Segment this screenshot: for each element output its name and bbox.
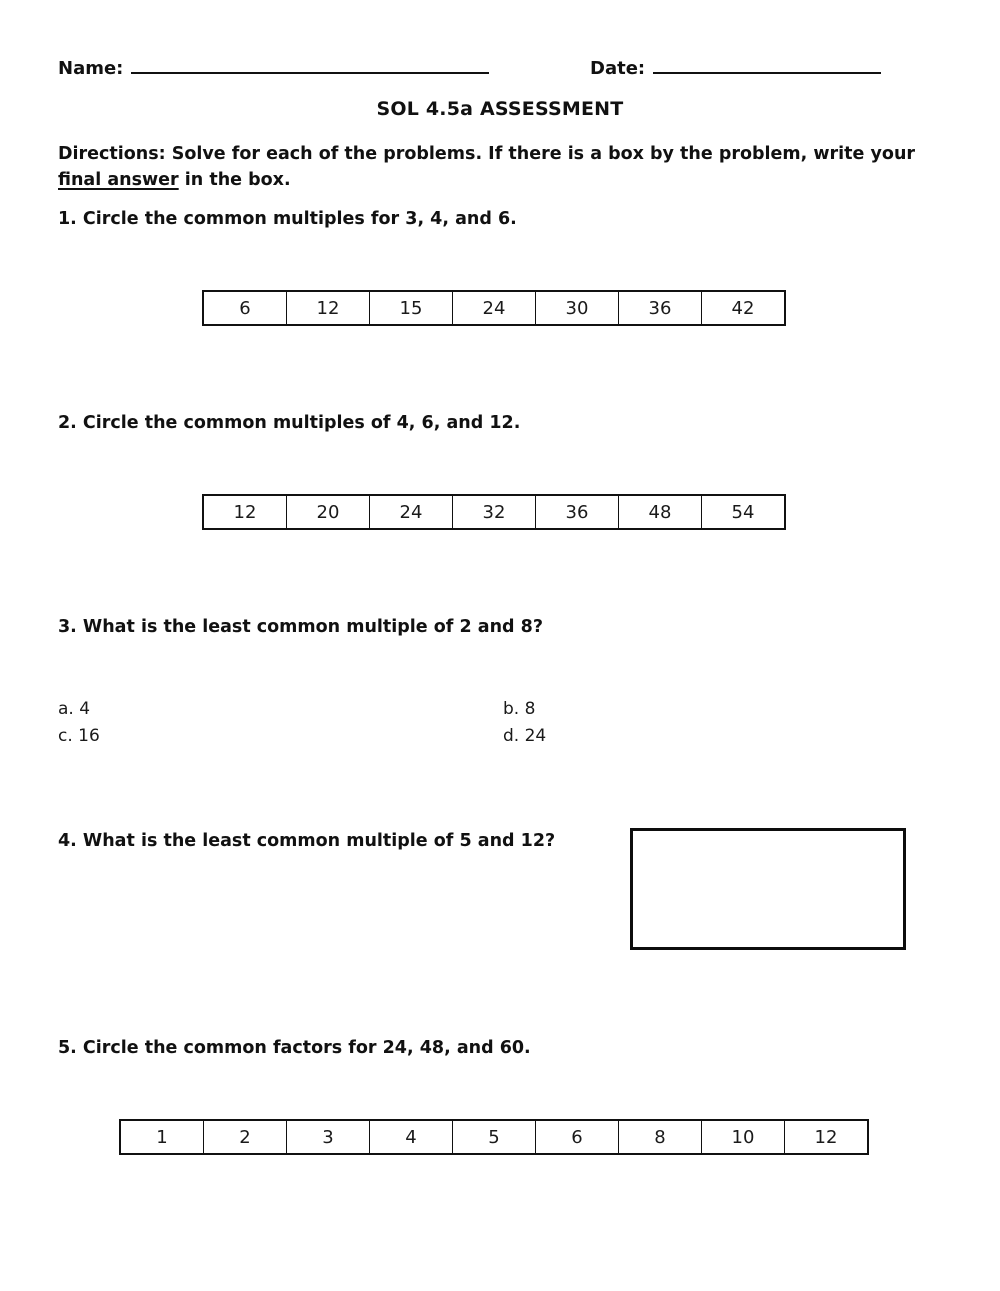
multiple-cell[interactable]: 24 [370, 496, 453, 528]
factor-cell[interactable]: 5 [453, 1121, 536, 1153]
factor-cell[interactable]: 1 [121, 1121, 204, 1153]
directions-line1: Directions: Solve for each of the problems. If there is a box by the problem, write your [58, 144, 916, 164]
multiple-cell[interactable]: 36 [536, 496, 619, 528]
multiple-cell[interactable]: 15 [370, 292, 453, 324]
name-field [58, 57, 489, 79]
directions-text [58, 141, 958, 193]
question-3-options [58, 697, 546, 748]
multiple-cell[interactable]: 12 [204, 496, 287, 528]
question-5-factors-table [119, 1119, 869, 1155]
factor-cell[interactable]: 6 [536, 1121, 619, 1153]
option-c[interactable]: c. 16 [58, 726, 100, 746]
factor-cell[interactable]: 10 [702, 1121, 785, 1153]
option-b[interactable]: b. 8 [503, 699, 536, 719]
multiple-cell[interactable]: 30 [536, 292, 619, 324]
question-1-text: 1. Circle the common multiples for 3, 4, and 6. [58, 209, 517, 229]
directions-line2: final answer in the box. [58, 170, 291, 190]
factor-cell[interactable]: 4 [370, 1121, 453, 1153]
question-4-answer-box[interactable] [630, 828, 906, 950]
question-2-multiples-table [202, 494, 786, 530]
multiple-cell[interactable]: 54 [731, 501, 755, 523]
directions-underlined-phrase: final answer [58, 170, 179, 190]
factor-cell[interactable]: 12 [814, 1126, 838, 1148]
multiple-cell[interactable]: 6 [204, 292, 287, 324]
page-title: SOL 4.5a ASSESSMENT [376, 98, 624, 120]
multiple-cell[interactable]: 48 [619, 496, 702, 528]
name-blank-line[interactable] [131, 57, 489, 74]
date-blank-line[interactable] [653, 57, 881, 74]
multiple-cell[interactable]: 20 [287, 496, 370, 528]
question-1-multiples-table [202, 290, 786, 326]
date-label: Date: [590, 58, 646, 79]
factor-cell[interactable]: 8 [619, 1121, 702, 1153]
option-a[interactable]: a. 4 [58, 699, 91, 719]
question-5-text: 5. Circle the common factors for 24, 48, and 60. [58, 1038, 531, 1058]
question-3-text: 3. What is the least common multiple of 2 and 8? [58, 617, 543, 637]
question-4-text: 4. What is the least common multiple of 5 and 12? [58, 831, 556, 851]
multiple-cell[interactable]: 32 [453, 496, 536, 528]
question-2-text: 2. Circle the common multiples of 4, 6, and 12. [58, 413, 521, 433]
option-d[interactable]: d. 24 [503, 726, 547, 746]
multiple-cell[interactable]: 42 [731, 297, 755, 319]
name-label: Name: [58, 58, 124, 79]
factor-cell[interactable]: 3 [287, 1121, 370, 1153]
date-field [590, 57, 881, 79]
multiple-cell[interactable]: 12 [287, 292, 370, 324]
multiple-cell[interactable]: 36 [619, 292, 702, 324]
multiple-cell[interactable]: 24 [453, 292, 536, 324]
factor-cell[interactable]: 2 [204, 1121, 287, 1153]
